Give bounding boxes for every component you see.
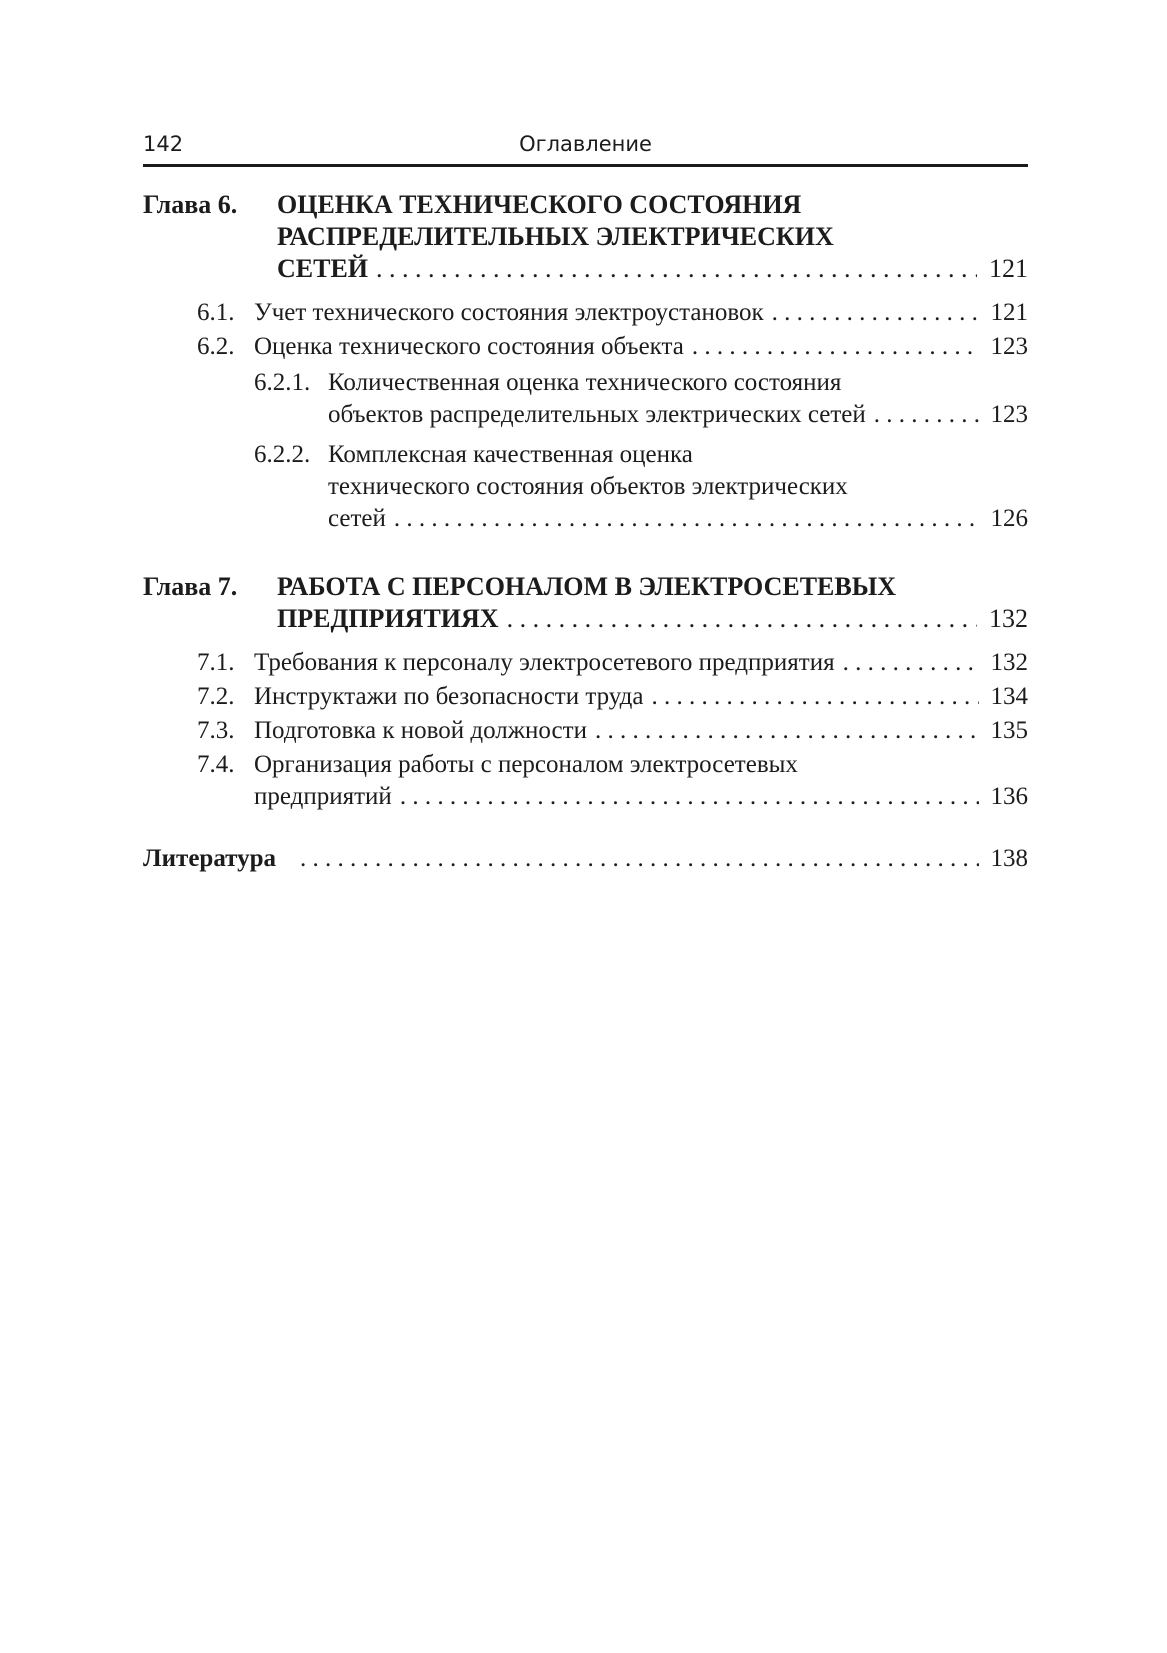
subsection-title-line: объектов распределительных электрических сетей: [328, 401, 866, 428]
subsection-title-line: Комплексная качественная оценка: [328, 441, 693, 468]
page-ref: 135: [990, 717, 1028, 744]
section-title-line: предприятий: [254, 783, 392, 810]
dot-leader: [874, 399, 979, 431]
toc-section-7-2[interactable]: [143, 681, 1028, 713]
page-ref: 136: [990, 783, 1028, 810]
page-number: 142: [143, 132, 184, 156]
toc-subsection-6-2-1[interactable]: [143, 367, 1028, 431]
section-title: Инструктажи по безопасности труда: [254, 683, 644, 710]
toc-section-7-1[interactable]: [143, 647, 1028, 679]
running-title: Оглавление: [519, 132, 652, 156]
section-title-line: Организация работы с персоналом электросетевых: [254, 751, 798, 778]
subsection-number: 6.2.1.: [254, 369, 311, 396]
dot-leader: [652, 681, 979, 713]
page-ref: 132: [990, 649, 1028, 676]
dot-leader: [376, 253, 977, 285]
dot-leader: [772, 297, 979, 329]
page-ref: 121: [989, 254, 1028, 283]
page-ref: 134: [990, 683, 1028, 710]
chapter-label: Глава 6.: [143, 190, 238, 219]
page-ref: 126: [990, 505, 1028, 532]
toc-chapter-6[interactable]: [143, 189, 1028, 285]
page-ref: 138: [990, 845, 1028, 872]
toc-section-7-4[interactable]: [143, 749, 1028, 813]
chapter-title-line: РАСПРЕДЕЛИТЕЛЬНЫХ ЭЛЕКТРИЧЕСКИХ: [277, 222, 834, 251]
toc-section-6-1[interactable]: [143, 297, 1028, 329]
toc-section-7-3[interactable]: [143, 715, 1028, 747]
subsection-title-line: Количественная оценка технического состояния: [328, 369, 842, 396]
page-ref: 132: [989, 604, 1028, 633]
section-title: Оценка технического состояния объекта: [254, 333, 684, 360]
section-number: 7.4.: [197, 751, 235, 778]
subsection-title-line: технического состояния объектов электрических: [328, 473, 848, 500]
subsection-title-line: сетей: [328, 505, 386, 532]
chapter-title-line: СЕТЕЙ: [277, 254, 369, 283]
section-number: 6.1.: [197, 299, 235, 326]
section-title: Учет технического состояния электроустановок: [254, 299, 764, 326]
page-ref: 123: [990, 333, 1028, 360]
dot-leader: [507, 603, 977, 635]
toc-chapter-7[interactable]: [143, 571, 1028, 635]
subsection-number: 6.2.2.: [254, 441, 311, 468]
section-title: Подготовка к новой должности: [254, 717, 587, 744]
section-number: 7.2.: [197, 683, 235, 710]
chapter-title-line: ПРЕДПРИЯТИЯХ: [277, 604, 499, 633]
dot-leader: [394, 503, 979, 535]
toc-section-6-2[interactable]: [143, 331, 1028, 363]
section-number: 7.1.: [197, 649, 235, 676]
dot-leader: [300, 843, 978, 875]
dot-leader: [692, 331, 979, 363]
dot-leader: [843, 647, 979, 679]
section-number: 6.2.: [197, 333, 235, 360]
page-header: [143, 128, 1028, 167]
chapter-label: Глава 7.: [143, 572, 238, 601]
chapter-title-line: ОЦЕНКА ТЕХНИЧЕСКОГО СОСТОЯНИЯ: [277, 190, 802, 219]
literature-label: Литература: [143, 845, 277, 872]
toc-subsection-6-2-2[interactable]: [143, 439, 1028, 535]
dot-leader: [595, 715, 979, 747]
chapter-title-line: РАБОТА С ПЕРСОНАЛОМ В ЭЛЕКТРОСЕТЕВЫХ: [277, 572, 897, 601]
page-ref: 123: [990, 401, 1028, 428]
dot-leader: [400, 781, 979, 813]
table-of-contents: [143, 189, 1028, 875]
toc-literature[interactable]: [143, 843, 1028, 875]
section-number: 7.3.: [197, 717, 235, 744]
section-title: Требования к персоналу электросетевого предприятия: [254, 649, 835, 676]
page-ref: 121: [990, 299, 1028, 326]
